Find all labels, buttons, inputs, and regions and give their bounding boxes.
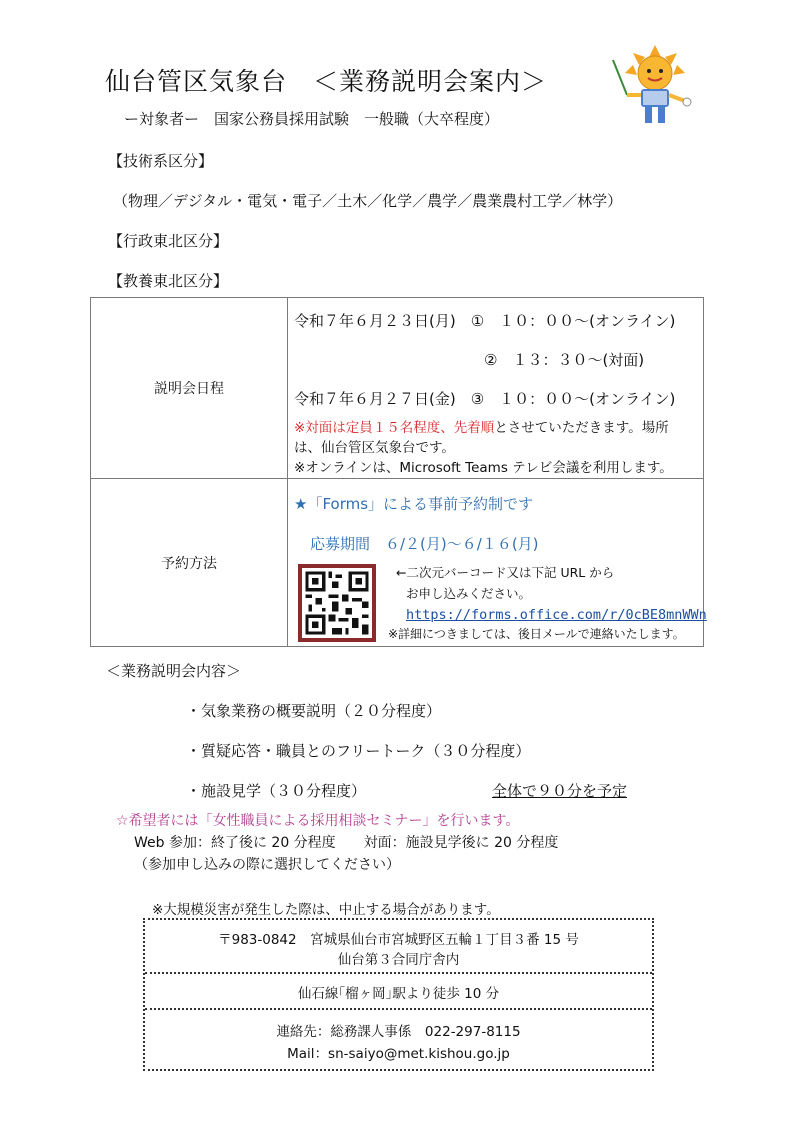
seminar-line-3: （参加申し込みの際に選択してください） — [134, 857, 400, 873]
content-item-3: ・施設見学（３０分程度） — [186, 782, 367, 800]
content-item-1: ・気象業務の概要説明（２０分程度） — [186, 702, 442, 720]
seminar-line-2: Web 参加：終了後に 20 分程度 対面：施設見学後に 20 分程度 — [134, 835, 559, 851]
footer-access: 仙石線｢榴ヶ岡｣駅より徒歩 10 分 — [297, 986, 500, 1002]
schedule-note-2: は、仙台管区気象台です。 — [294, 440, 455, 456]
schedule-line-2: ② １３：３０～(対面) — [484, 351, 645, 369]
section-tech-fields: （物理／デジタル・電気・電子／土木／化学／農学／農業農村工学／林学） — [113, 192, 623, 210]
reservation-period: 応募期間 ６/２(月)～６/１６(月) — [310, 535, 539, 553]
contents-heading: ＜業務説明会内容＞ — [106, 662, 242, 680]
qr-note-2: お申し込みください。 — [406, 586, 532, 601]
reservation-label: 予約方法 — [91, 479, 288, 647]
schedule-cell — [288, 298, 704, 479]
footer-contact: 連絡先：総務課人事係 022-297-8115 — [276, 1024, 521, 1040]
target-audience: ー対象者ー 国家公務員採用試験 一般職（大卒程度） — [124, 110, 500, 128]
schedule-label: 説明会日程 — [91, 298, 288, 479]
schedule-line-3: 令和７年６月２７日(金) ③ １０：００～(オンライン) — [294, 390, 676, 408]
footer-divider-2 — [145, 1008, 652, 1010]
qr-note-1: ←二次元バーコード又は下記 URL から — [396, 565, 615, 580]
schedule-row — [91, 298, 704, 479]
schedule-note-red: ※対面は定員１５名程度、先着順 — [294, 420, 495, 436]
content-item-2: ・質疑応答・職員とのフリートーク（３０分程度） — [186, 742, 531, 760]
disaster-note: ※大規模災害が発生した際は、中止する場合があります。 — [152, 902, 500, 918]
footer-address: 〒983-0842 宮城県仙台市宮城野区五輪１丁目３番 15 号 — [218, 932, 579, 948]
sun-mascot-icon — [605, 45, 705, 130]
section-tech: 【技術系区分】 — [108, 152, 214, 170]
reservation-headline: ★「Forms」による事前予約制です — [294, 495, 534, 513]
schedule-note-3: ※オンラインは、Microsoft Teams テレビ会議を利用します。 — [294, 460, 673, 476]
page-title: 仙台管区気象台 ＜業務説明会案内＞ — [105, 67, 548, 96]
schedule-line-1: 令和７年６月２３日(月) ① １０：００～(オンライン) — [294, 312, 676, 330]
footer-building: 仙台第３合同庁舎内 — [337, 952, 460, 968]
footer-divider-1 — [145, 972, 652, 974]
schedule-note-1 — [294, 418, 669, 438]
total-time: 全体で９０分を予定 — [492, 782, 628, 800]
info-table — [90, 297, 707, 647]
reservation-url[interactable] — [406, 605, 707, 625]
section-admin: 【行政東北区分】 — [108, 232, 229, 250]
reservation-cell — [288, 479, 707, 647]
footer-mail: Mail：sn-saiyo@met.kishou.go.jp — [287, 1046, 510, 1062]
reservation-row — [91, 479, 704, 647]
qr-code-icon[interactable] — [298, 564, 376, 642]
forms-link[interactable]: https://forms.office.com/r/0cBE8mnWWn — [406, 607, 707, 623]
reservation-detail: ※詳細につきましては、後日メールで連絡いたします。 — [388, 627, 685, 641]
seminar-line-1: ☆希望者には「女性職員による採用相談セミナー」を行います。 — [116, 813, 520, 829]
contact-box — [143, 918, 654, 1071]
schedule-note-rest: とさせていただきます。場所 — [494, 420, 669, 436]
section-liberal: 【教養東北区分】 — [108, 272, 229, 290]
